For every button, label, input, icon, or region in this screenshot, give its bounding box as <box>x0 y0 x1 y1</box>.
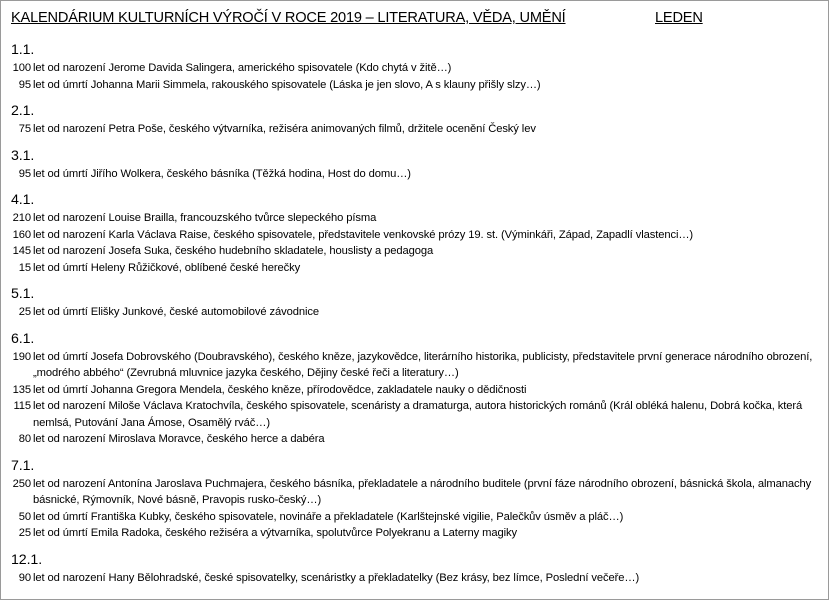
anniversary-entry <box>9 227 821 244</box>
years-count: 115 <box>13 400 31 412</box>
anniversary-entry <box>9 476 821 509</box>
anniversary-entry <box>9 210 821 227</box>
anniversary-entry <box>9 382 821 399</box>
day-section <box>9 551 821 587</box>
anniversary-entry <box>9 304 821 321</box>
years-count: 95 <box>18 78 31 91</box>
entry-text: let od úmrtí Elišky Junkové, české automobilové závodnice <box>33 306 319 318</box>
years-count: 15 <box>18 261 31 274</box>
years-count: 90 <box>18 571 31 584</box>
entry-text: let od úmrtí Emila Radoka, českého režiséra a výtvarníka, spolutvůrce Polyekranu a Laterny magiky <box>33 527 518 539</box>
years-count: 190 <box>12 350 31 363</box>
anniversary-entry <box>9 243 821 260</box>
years-count: 80 <box>18 433 31 445</box>
day-date: 7.1. <box>11 457 35 474</box>
entry-text: let od narození Josefa Suka, českého hudebního skladatele, houslisty a pedagoga <box>33 245 434 257</box>
day-section <box>9 147 821 183</box>
anniversary-entry <box>9 349 821 382</box>
day-date: 3.1. <box>11 147 35 164</box>
years-count: 135 <box>12 383 31 396</box>
years-count: 25 <box>18 527 31 539</box>
document-header <box>11 10 811 26</box>
anniversary-entry <box>9 398 821 431</box>
anniversary-entry <box>9 509 821 526</box>
entry-text: let od úmrtí Josefa Dobrovského (Doubravského), českého kněze, jazykovědce, literárního historika, publicisty, představitele první generace národního obrození, „modrého abbého“ (Zevrubná mluvnice jazyka českého, Dějiny české řeči a literatury…) <box>33 350 813 379</box>
entry-text: let od úmrtí Františka Kubky, českého spisovatele, novináře a překladatele (Karlštejnské vigilie, Palečkův úsměv a pláč…) <box>33 510 624 523</box>
years-count: 25 <box>18 306 31 318</box>
day-section <box>9 285 821 321</box>
entry-text: let od narození Miloše Václava Kratochvíla, českého spisovatele, scenáristy a dramaturga, autora historických románů (Král obléká halenu, Dobrá kočka, která nemlsá, Putování Jana Ámose, Osamělý rváč…) <box>33 400 803 429</box>
day-section <box>9 191 821 276</box>
years-count: 145 <box>12 245 31 257</box>
anniversary-entry <box>9 121 821 138</box>
month-label: LEDEN <box>655 10 703 26</box>
entry-text: let od úmrtí Johanna Gregora Mendela, českého kněze, přírodovědce, zakladatele nauky o dědičnosti <box>33 383 527 396</box>
day-section <box>9 330 821 448</box>
anniversary-list <box>9 41 821 586</box>
day-section <box>9 102 821 138</box>
day-section <box>9 41 821 93</box>
years-count: 95 <box>18 167 31 180</box>
years-count: 75 <box>18 123 31 135</box>
entry-text: let od úmrtí Johanna Marii Simmela, rakouského spisovatele (Láska je jen slovo, A s klauny přišly slzy…) <box>33 78 541 91</box>
years-count: 210 <box>12 212 31 224</box>
day-section <box>9 457 821 542</box>
entry-text: let od narození Jerome Davida Salingera, amerického spisovatele (Kdo chytá v žitě…) <box>33 62 452 74</box>
years-count: 250 <box>12 477 31 490</box>
anniversary-entry <box>9 77 821 94</box>
day-date: 2.1. <box>11 103 35 119</box>
entry-text: let od úmrtí Heleny Růžičkové, oblíbené české herečky <box>33 261 301 274</box>
day-date: 12.1. <box>11 551 43 568</box>
anniversary-entry <box>9 60 821 77</box>
anniversary-entry <box>9 570 821 587</box>
entry-text: let od narození Louise Brailla, francouzského tvůrce slepeckého písma <box>33 212 377 224</box>
anniversary-entry <box>9 431 821 448</box>
day-date: 6.1. <box>11 330 35 347</box>
anniversary-entry <box>9 166 821 183</box>
years-count: 160 <box>12 228 31 241</box>
entry-text: let od narození Petra Poše, českého výtvarníka, režiséra animovaných filmů, držitele ocenění Český lev <box>33 123 536 135</box>
entry-text: let od narození Miroslava Moravce, českého herce a dabéra <box>33 433 325 445</box>
entry-text: let od úmrtí Jiřího Wolkera, českého básníka (Těžká hodina, Host do domu…) <box>33 167 411 180</box>
day-date: 5.1. <box>11 286 35 302</box>
anniversary-entry <box>9 260 821 277</box>
day-date: 4.1. <box>11 192 35 208</box>
years-count: 100 <box>12 62 31 74</box>
day-date: 1.1. <box>11 42 35 58</box>
document-title: KALENDÁRIUM KULTURNÍCH VÝROČÍ V ROCE 2019 – LITERATURA, VĚDA, UMĚNÍ <box>11 10 566 26</box>
years-count: 50 <box>18 510 31 523</box>
entry-text: let od narození Antonína Jaroslava Puchmajera, českého básníka, překladatele a národního buditele (první fáze národního obrození, básnická škola, almanachy básnické, Rýmovník, Nové básně, Pravopis rusko-český…) <box>33 477 812 506</box>
entry-text: let od narození Karla Václava Raise, českého spisovatele, představitele venkovské prózy 19. st. (Výminkáři, Západ, Zapadlí vlastenci…) <box>33 228 694 241</box>
entry-text: let od narození Hany Bělohradské, české spisovatelky, scenáristky a překladatelky (Bez krásy, bez límce, Poslední večeře…) <box>33 571 640 584</box>
anniversary-entry <box>9 525 821 542</box>
